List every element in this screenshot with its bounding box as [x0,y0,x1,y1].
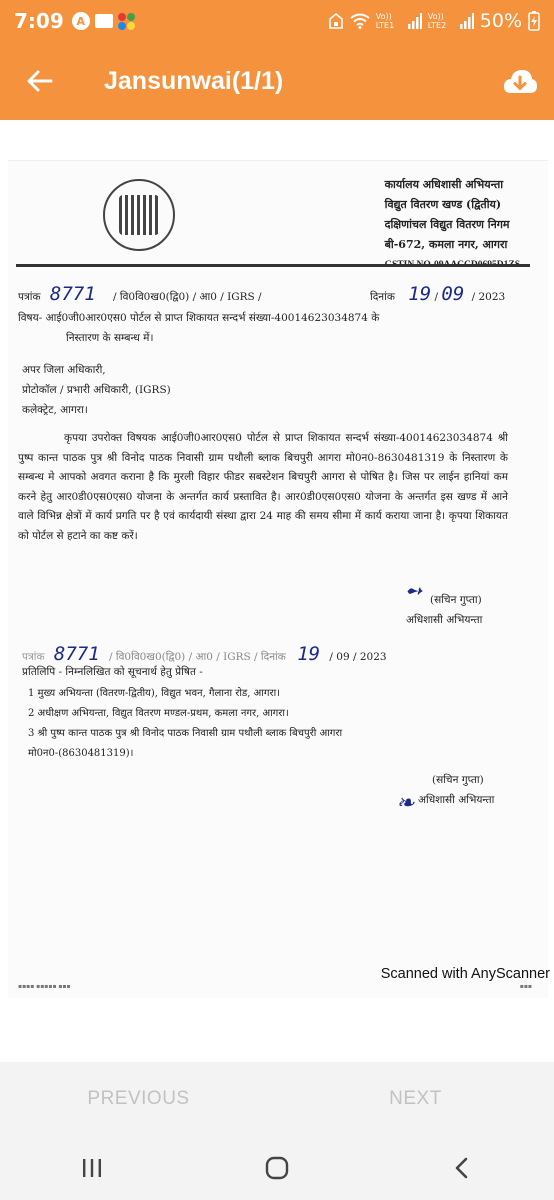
previous-button[interactable]: PREVIOUS [87,1088,190,1109]
document-page-mark: ▪▪▪ [519,983,532,990]
signature-title: अधिशासी अभियन्ता [406,614,483,626]
copy-item: 3 श्री पुष्प कान्त पाठक पुत्र श्री विनोद पाठक निवासी ग्राम पथौली ब्लाक बिचपुरी आगरा [28,728,343,739]
home-button[interactable] [247,1143,307,1193]
signature-2: ❧ [396,791,415,816]
signature: ➻ [404,579,423,604]
reference-number: 8771 [49,283,96,305]
download-button[interactable] [498,59,542,103]
back-button[interactable] [10,51,70,111]
home-icon [265,1156,289,1180]
battery-percent: 50% [479,10,522,32]
copy-reference-line: पत्रांक 8771 / वि0वि0ख0(द्वि0) / आ0 / IGRS / दिनांक 19 / 09 / 2023 [22,643,387,665]
app-bar [0,42,554,120]
copy-item: 2 अधीक्षण अभियन्ता, विद्युत वितरण मण्डल-प्रथम, कमला नगर, आगरा। [28,708,289,719]
department-seal [103,179,175,251]
signature-name: (सचिन गुप्ता) [430,594,482,606]
recent-apps-button[interactable] [62,1143,122,1193]
signature-name-2: (सचिन गुप्ता) [432,774,484,786]
date-line: दिनांक 19 / 09 / 2023 [370,283,506,305]
addressee-line: कलेक्ट्रेट, आगरा। [22,404,88,416]
colorful-app-icon [118,13,136,30]
alarm-icon [328,13,344,29]
reference-line: पत्रांक 8771 / वि0वि0ख0(द्वि0) / आ0 / IGRS / [18,283,262,305]
signal-bars-icon-2 [460,13,474,29]
scanner-watermark: Scanned with AnyScanner [380,966,550,982]
subject-line-1: विषय- आई0जी0आर0एस0 पोर्टल से प्राप्त शिकायत सन्दर्भ संख्या-40014623034874 के [18,312,380,324]
next-button[interactable]: NEXT [389,1088,442,1109]
recent-apps-icon [81,1158,103,1178]
chevron-left-icon [454,1157,470,1179]
addressee-line: अपर जिला अधिकारी, [22,364,106,376]
app-notification-icon-2 [95,14,113,28]
app-notification-icon: A [72,12,90,30]
gstin: GSTIN NO-09AACCD0695D1ZS [384,260,520,270]
subject-line-2: निस्तारण के सम्बन्ध में। [66,332,154,344]
document-footnote: ▪▪▪▪ ▪▪▪▪▪ ▪▪▪ [18,983,71,990]
signal-lte2: Vo)) LTE2 [427,12,447,30]
document-viewer[interactable] [0,120,554,1062]
scanned-document[interactable] [8,160,548,998]
addressee-line: प्रोटोकॉल / प्रभारी अधिकारी, (IGRS) [22,384,171,396]
copy-heading: प्रतिलिपि - निम्नलिखित को सूचनार्थ हेतु प्रेषित - [22,666,203,678]
signal-bars-icon [408,13,422,29]
battery-charging-icon [528,11,540,31]
status-time: 7:09 [14,9,64,33]
page-title: Jansunwai(1/1) [104,66,284,95]
copy-item: मो0न0-(8630481319)। [28,748,134,759]
cloud-download-icon [502,67,538,95]
header-divider [16,264,530,267]
system-navigation-bar [0,1136,554,1200]
signal-lte1: Vo)) LTE1 [375,12,395,30]
copy-item: 1 मुख्य अभियन्ता (वितरण-द्वितीय), विद्युत भवन, गैलाना रोड, आगरा। [28,688,280,699]
letterhead: कार्यालय अधिशासी अभियन्ता विद्युत वितरण खण्ड (द्वितीय) दक्षिणांचल विद्युत वितरण निगम बी-672, कमला नगर, आगरा GSTIN NO-09AACCD0695D1ZS [385,175,520,275]
page-navigation [0,1062,554,1136]
signature-title-2: अधिशासी अभियन्ता [418,794,495,806]
arrow-left-icon [27,70,53,92]
system-back-button[interactable] [432,1143,492,1193]
letter-body: कृपया उपरोक्त विषयक आई0जी0आर0एस0 पोर्टल से प्राप्त शिकायत सन्दर्भ संख्या-40014623034874 श्री पुष्प कान्त पाठक पुत्र श्री विनोद पाठक निवासी ग्राम पथौली ब्लाक बिचपुरी आगरा मो0न0-8630481319 के निस्तारण के सम्बन्ध मे आपको अवगत कराना है कि मुरली विहार फीडर सबस्टेशन बिचपुरी आगरा से पोषित है। जिस पर लाईन हानियां कम करने हेतु आर0डी0एस0एस0 योजना के अन्तर्गत कार्य प्रस्तावित है। आर0डी0एस0एस0 योजना के अन्तर्गत इस खण्ड में आने वाले विभिन्न क्षेत्रों में कार्य प्रगति पर है एवं कार्यदायी संस्था द्वारा 24 माह की समय सीमा में कार्य कराया जाना है। कृपया शिकायत को पोर्टल से हटाने का कष्ट करें। [18,432,508,542]
status-bar [0,0,554,42]
wifi-icon [350,13,370,29]
